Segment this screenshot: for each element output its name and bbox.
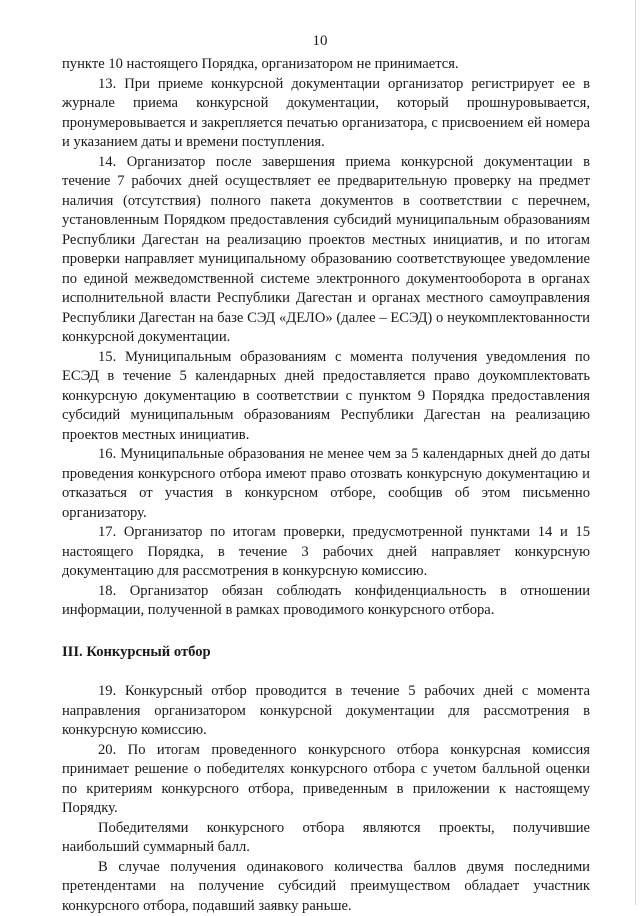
paragraph-18: 18. Организатор обязан соблюдать конфиденциальность в отношении информации, полученной в рамках проводимого конкурсного отбора. bbox=[62, 582, 590, 621]
paragraph-continuation: пункте 10 настоящего Порядка, организатором не принимается. bbox=[62, 55, 590, 75]
paragraph-20: 20. По итогам проведенного конкурсного отбора конкурсная комиссия принимает решение о победителях конкурсного отбора с учетом балльной оценки по критериям конкурсного отбора, приведенным в приложении к настоящему Порядку. bbox=[62, 741, 590, 819]
document-body bbox=[62, 55, 590, 916]
page-number: 10 bbox=[0, 33, 640, 50]
scan-edge-line bbox=[635, 0, 636, 905]
paragraph-17: 17. Организатор по итогам проверки, предусмотренной пунктами 14 и 15 настоящего Порядка, в течение 3 рабочих дней направляет конкурсную документацию для рассмотрения в конкурсную комиссию. bbox=[62, 523, 590, 582]
paragraph-16: 16. Муниципальные образования не менее чем за 5 календарных дней до даты проведения конкурсного отбора имеют право отозвать конкурсную документацию и отказаться от участия в конкурсном отборе, сообщив об этом письменно организатору. bbox=[62, 445, 590, 523]
section-heading: III. Конкурсный отбор bbox=[62, 643, 590, 663]
paragraph-14: 14. Организатор после завершения приема конкурсной документации в течение 7 рабочих дней осуществляет ее предварительную проверку на предмет наличия (отсутствия) полного пакета документов в соответствии с перечнем, установленным Порядком предоставления субсидий муниципальным образованиям Республики Дагестан на реализацию проектов местных инициатив, и по итогам проверки направляет муниципальному образованию соответствующее уведомление по единой межведомственной системе электронного документооборота в органах исполнительной власти Республики Дагестан и органах местного самоуправления Республики Дагестан на базе СЭД «ДЕЛО» (далее – ЕСЭД) о неукомплектованности конкурсной документации. bbox=[62, 153, 590, 348]
paragraph-tie-rule: В случае получения одинакового количества баллов двумя последними претендентами на получение субсидий преимуществом обладает участник конкурсного отбора, подавший заявку раньше. bbox=[62, 858, 590, 916]
paragraph-15: 15. Муниципальным образованиям с момента получения уведомления по ЕСЭД в течение 5 календарных дней предоставляется право доукомплектовать конкурсную документацию в соответствии с пунктом 9 Порядка предоставления субсидий муниципальным образованиям Республики Дагестан на реализацию проектов местных инициатив. bbox=[62, 348, 590, 446]
paragraph-winners: Победителями конкурсного отбора являются проекты, получившие наибольший суммарный балл. bbox=[62, 819, 590, 858]
paragraph-19: 19. Конкурсный отбор проводится в течение 5 рабочих дней с момента направления организатором конкурсной документации для рассмотрения в конкурсную комиссию. bbox=[62, 682, 590, 741]
paragraph-13: 13. При приеме конкурсной документации организатор регистрирует ее в журнале приема конкурсной документации, который прошнуровывается, пронумеровывается и закрепляется печатью организатора, с присвоением ей номера и указанием даты и времени поступления. bbox=[62, 75, 590, 153]
